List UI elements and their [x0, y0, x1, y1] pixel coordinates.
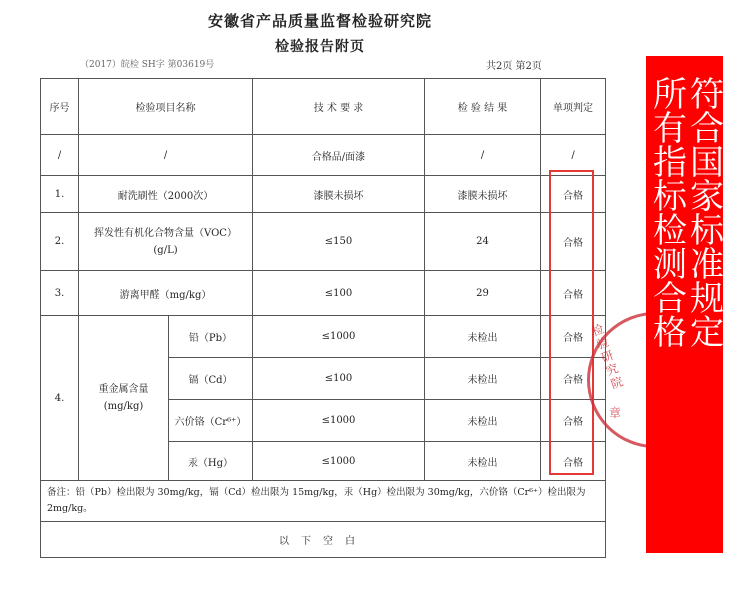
inspection-table — [40, 78, 606, 558]
cell-result: 未检出 — [425, 442, 541, 481]
cell-seq: 3. — [41, 271, 79, 316]
page-info: 共2页 第2页 — [486, 61, 542, 72]
cell-requirement: ≤1000 — [253, 400, 425, 442]
cell-requirement: ≤1000 — [253, 442, 425, 481]
cell-requirement: ≤100 — [253, 358, 425, 400]
cell-requirement: ≤100 — [253, 271, 425, 316]
cell-result: 漆膜未损坏 — [425, 176, 541, 213]
cell-verdict: 合格 — [541, 442, 606, 481]
cell-verdict: / — [541, 135, 606, 176]
group-name-cell — [79, 316, 169, 481]
header-requirement: 技 术 要 求 — [253, 79, 425, 135]
report-number: （2017）皖检 SH字 第03619号 — [80, 60, 215, 70]
cell-item: 挥发性有机化合物含量（VOC）(g/L) — [79, 213, 253, 271]
cell-seq: / — [41, 135, 79, 176]
cell-verdict: 合格 — [541, 213, 606, 271]
cell-verdict: 合格 — [541, 176, 606, 213]
table-row — [41, 176, 606, 213]
banner-line-2: 符合国家标准规定 — [683, 76, 724, 348]
cell-result: 未检出 — [425, 316, 541, 358]
table-row — [41, 135, 606, 176]
table-row — [41, 213, 606, 271]
cell-item: 游离甲醛（mg/kg） — [79, 271, 253, 316]
cell-item: 耐洗刷性（2000次） — [79, 176, 253, 213]
table-row — [41, 271, 606, 316]
promo-banner — [646, 56, 723, 553]
note-text: 备注：铅（Pb）检出限为 30mg/kg，镉（Cd）检出限为 15mg/kg，汞（Hg）检出限为 30mg/kg，六价铬（Cr⁶⁺）检出限为 2mg/kg。 — [41, 481, 606, 522]
cell-seq: 2. — [41, 213, 79, 271]
cell-requirement: ≤1000 — [253, 316, 425, 358]
header-seq: 序号 — [41, 79, 79, 135]
cell-requirement: 合格品/面漆 — [253, 135, 425, 176]
cell-verdict: 合格 — [541, 358, 606, 400]
header-result: 检 验 结 果 — [425, 79, 541, 135]
cell-subitem: 铅（Pb） — [169, 316, 253, 358]
cell-result: 未检出 — [425, 400, 541, 442]
header-verdict: 单项判定 — [541, 79, 606, 135]
stamp-seal-char: 章 — [609, 406, 622, 420]
cell-result: 24 — [425, 213, 541, 271]
cell-seq: 4. — [41, 316, 79, 481]
cell-verdict: 合格 — [541, 400, 606, 442]
note-row — [41, 481, 606, 522]
cell-result: / — [425, 135, 541, 176]
blank-row — [41, 522, 606, 558]
stamp-text: 检验研究院 — [588, 321, 626, 393]
cell-requirement: 漆膜未损坏 — [253, 176, 425, 213]
blank-marker: 以下空白 — [41, 522, 606, 558]
cell-subitem: 汞（Hg） — [169, 442, 253, 481]
group-unit: (mg/kg) — [103, 401, 144, 412]
cell-verdict: 合格 — [541, 271, 606, 316]
group-name: 重金属含量 — [98, 384, 149, 395]
table-header-row — [41, 79, 606, 135]
header-item: 检验项目名称 — [79, 79, 253, 135]
report-header — [0, 10, 640, 56]
cell-item: / — [79, 135, 253, 176]
cell-subitem: 镉（Cd） — [169, 358, 253, 400]
report-title: 检验报告附页 — [275, 39, 365, 55]
cell-result: 未检出 — [425, 358, 541, 400]
institute-name: 安徽省产品质量监督检验研究院 — [207, 12, 432, 30]
cell-verdict: 合格 — [541, 316, 606, 358]
table-row — [41, 316, 606, 358]
cell-seq: 1. — [41, 176, 79, 213]
banner-line-1: 所有指标检测合格 — [646, 76, 687, 348]
cell-requirement: ≤150 — [253, 213, 425, 271]
cell-subitem: 六价铬（Cr⁶⁺） — [169, 400, 253, 442]
cell-result: 29 — [425, 271, 541, 316]
